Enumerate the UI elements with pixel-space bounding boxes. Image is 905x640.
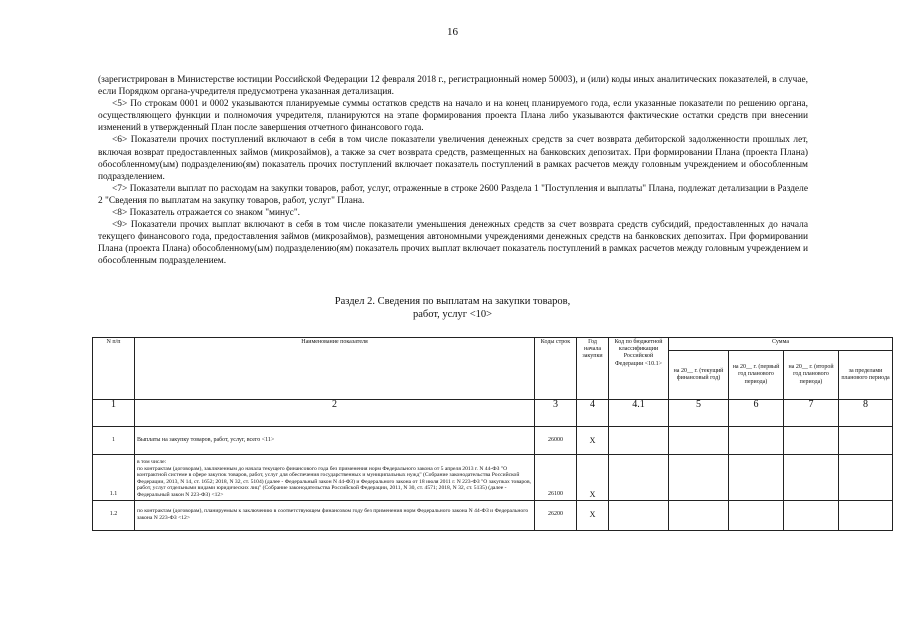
header-current-year: на 20__ г. (текущий финансовый год): [669, 351, 729, 400]
row-year: Х: [577, 427, 609, 455]
page-number: 16: [447, 26, 458, 38]
row-name-intro: в том числе:: [137, 459, 167, 465]
row-cell: [839, 500, 893, 530]
section-title-line-1: Раздел 2. Сведения по выплатам на закупки товаров,: [334, 296, 571, 307]
column-number: 4.1: [609, 400, 669, 427]
row-cell: [729, 500, 784, 530]
row-cell: [729, 427, 784, 455]
row-cell: [669, 427, 729, 455]
row-name: [135, 455, 535, 501]
header-sum: Сумма: [669, 338, 893, 351]
column-number: 8: [839, 400, 893, 427]
row-cell: [669, 500, 729, 530]
row-cell: [784, 500, 839, 530]
row-cell: [839, 427, 893, 455]
table-row: [93, 455, 893, 501]
column-number: 2: [135, 400, 535, 427]
header-name: Наименование показателя: [135, 338, 535, 400]
row-cell: [784, 427, 839, 455]
footnote-8: <8> Показатель отражается со знаком "минус".: [112, 208, 301, 219]
header-year: Год начала закупки: [577, 338, 609, 400]
row-cell: [839, 455, 893, 501]
footnote-5: <5> По строкам 0001 и 0002 указываются планируемые суммы остатков средств на начало и на конец планируемого года, если указанные показатели по решению органа, осуществляющего функции и полномочия учредителя, планируются на этапе формирования проекта Плана либо указываются фактические остатки средств при внесении изменений в утвержденный План после завершения отчетного финансового года.: [98, 99, 808, 134]
row-code: 26100: [535, 455, 577, 501]
row-cell: [609, 455, 669, 501]
paragraph-continuation: (зарегистрирован в Министерстве юстиции Российской Федерации 12 февраля 2018 г., регистрационный номер 50003), и (или) коды иных аналитических показателей, в случае, если Порядком органа-учредителя предусмотрена указанная детализация.: [98, 75, 808, 98]
header-first-year: на 20__ г. (первый год планового периода): [729, 351, 784, 400]
row-cell: [669, 455, 729, 501]
section-title-line-2: работ, услуг <10>: [412, 308, 493, 320]
row-cell: [609, 427, 669, 455]
row-cell: [609, 500, 669, 530]
column-number: 1: [93, 400, 135, 427]
header-budget-code: Код по бюджетной классификации Российской Федерации <10.1>: [609, 338, 669, 400]
row-name: Выплаты на закупку товаров, работ, услуг, всего <11>: [135, 427, 535, 455]
row-number: 1.2: [93, 500, 135, 530]
purchases-table: [92, 337, 893, 531]
column-number: 3: [535, 400, 577, 427]
table-header-row: [93, 338, 893, 351]
table-row: [93, 500, 893, 530]
column-number: 7: [784, 400, 839, 427]
row-code: 26200: [535, 500, 577, 530]
footnote-6: <6> Показатели прочих поступлений включают в себя в том числе показатели увеличения денежных средств за счет возврата дебиторской задолженности прошлых лет, включая возврат предоставленных займов (микрозаймов), а также за счет возврата средств, размещенных на банковских депозитах. При формировании Плана (проекта Плана) обособленному(ым) подразделению(ям) показатель прочих поступлений включает показатель поступлений в рамках расчетов между головным учреждением и обособленным подразделением.: [98, 135, 808, 182]
row-code: 26000: [535, 427, 577, 455]
section-title: [0, 296, 905, 321]
header-second-year: на 20__ г. (второй год планового периода): [784, 351, 839, 400]
header-beyond: за пределами планового периода: [839, 351, 893, 400]
header-num: N п/п: [93, 338, 135, 400]
row-name: по контрактам (договорам), планируемым к заключению в соответствующем финансовом году без применения норм Федерального закона N 44-ФЗ и Федерального закона N 223-ФЗ <12>: [135, 500, 535, 530]
table-row: [93, 427, 893, 455]
row-year: Х: [577, 455, 609, 501]
footnote-9: <9> Показатели прочих выплат включают в себя в том числе показатели уменьшения денежных средств за счет возврата средств субсидий, предоставленных до начала текущего финансового года, предоставления займов (микрозаймов), размещения автономными учреждениями денежных средств на банковских депозитах. При формировании Плана (проекта Плана) обособленному(ым) подразделению(ям) показатель прочих выплат включает показатель поступлений в рамках расчетов между головным учреждением и обособленным подразделением.: [98, 220, 808, 267]
column-number: 4: [577, 400, 609, 427]
row-number: 1.1: [93, 455, 135, 501]
row-name-text: по контрактам (договорам), заключенным до начала текущего финансового года без применения норм Федерального закона от 5 апреля 2013 г. N 44-ФЗ "О контрактной системе в сфере закупок товаров, работ, услуг для обеспечения государственных и муниципальных нужд" (Собрание законодательства Российской Федерации, 2013, N 14, ст. 1652; 2018, N 32, ст. 5104) (далее - Федеральный закон N 44-ФЗ) и Федерального закона от 18 июля 2011 г. N 223-ФЗ "О закупках товаров, работ, услуг отдельными видами юридических лиц" (Собрание законодательства Российской Федерации, 2011, N 30, ст. 4571; 2018, N 32, ст. 5135) (далее - Федеральный закон N 223-ФЗ) <12>: [137, 465, 532, 498]
row-cell: [729, 455, 784, 501]
column-number: 5: [669, 400, 729, 427]
row-cell: [784, 455, 839, 501]
footnotes-text: [98, 74, 808, 268]
row-number: 1: [93, 427, 135, 455]
column-number-row: [93, 400, 893, 427]
header-code: Коды строк: [535, 338, 577, 400]
row-year: Х: [577, 500, 609, 530]
column-number: 6: [729, 400, 784, 427]
footnote-7: <7> Показатели выплат по расходам на закупки товаров, работ, услуг, отраженные в строке 2600 Раздела 1 "Поступления и выплаты" Плана, подлежат детализации в Разделе 2 "Сведения по выплатам на закупку товаров, работ, услуг" Плана.: [98, 183, 808, 206]
